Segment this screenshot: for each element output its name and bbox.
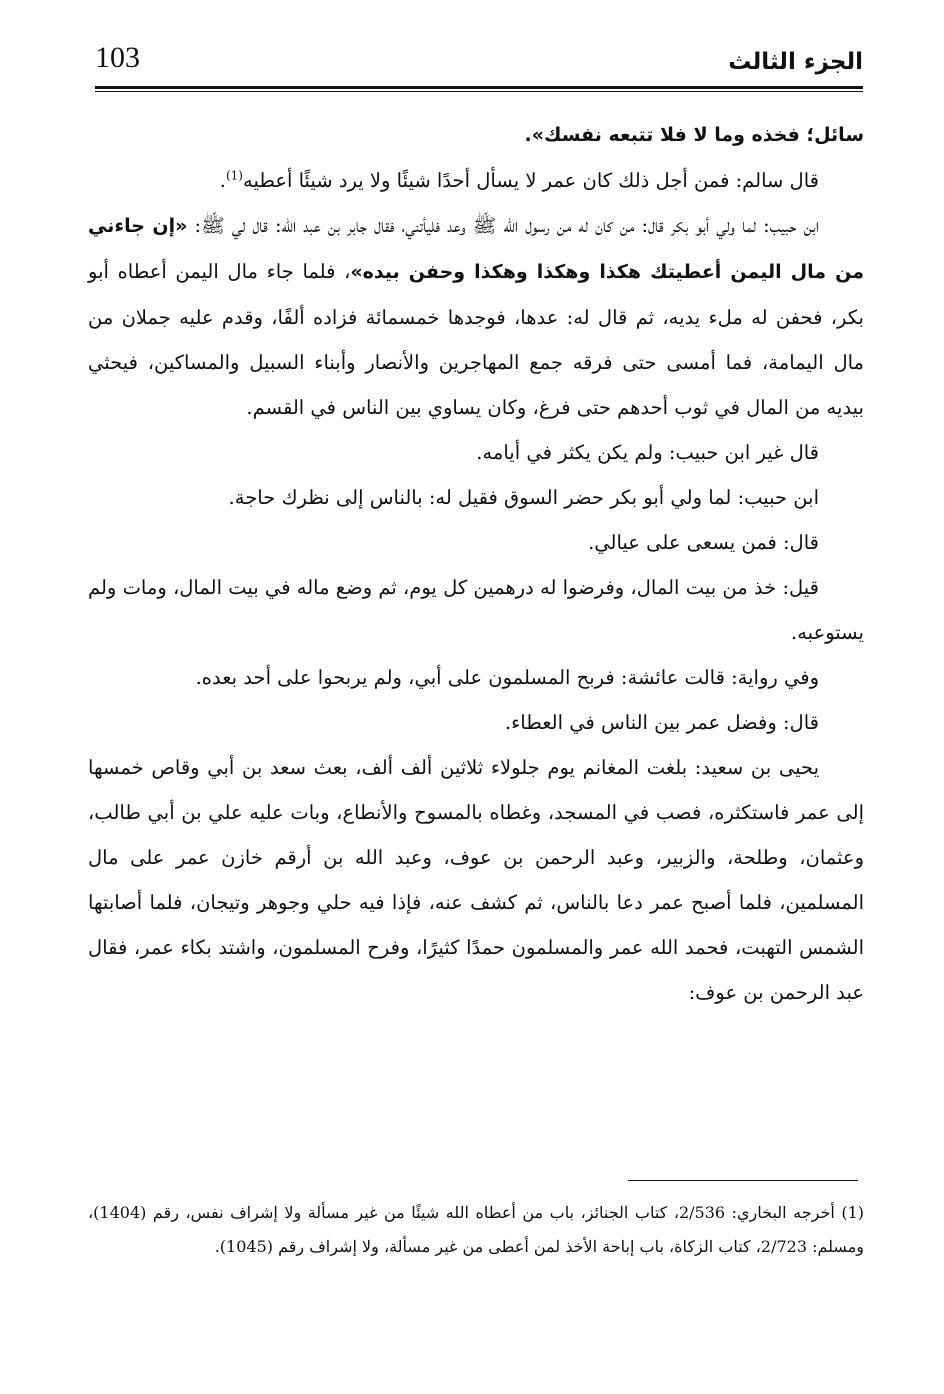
body-text	[88, 112, 864, 1015]
paragraph-text: قال سالم: فمن أجل ذلك كان عمر لا يسأل أحدًا شيئًا ولا يرد شيئًا أعطيه	[242, 169, 819, 192]
paragraph: قال سالم: فمن أجل ذلك كان عمر لا يسأل أحدًا شيئًا ولا يرد شيئًا أعطيه$^{(1)}$.	[219, 168, 819, 192]
paragraph: وفي رواية: قالت عائشة: فربح المسلمون على أبي، ولم يربحوا على أحد بعده.	[195, 666, 819, 689]
header-rule-thin	[95, 91, 863, 92]
paragraph-text: ابن حبيب: لما ولي أبو بكر قال: من كان له من رسول الله ﷺ وعد فليأتني، فقال جابر بن عبد الله: قال لي ﷺ:	[187, 214, 819, 237]
paragraph-continuation	[88, 112, 864, 158]
paragraph	[88, 203, 864, 430]
footnote-separator	[628, 1180, 858, 1181]
paragraph-text: ، فلما جاء مال اليمن أعطاه أبو بكر، فحفن له ملء يديه، ثم قال له: عدها، فوجدها خمسمائة فزاده ألفًا، وقدم عليه جملان من مال اليمامة، فما أمسى حتى فرقه جمع المهاجرين والأنصار وأبناء السبيل والمساكين، فيحثي بيديه من المال في ثوب أحدهم حتى فرغ، وكان يساوي بين الناس في القسم.	[88, 260, 864, 419]
hadith-quote-end: سائل؛ فخذه وما لا فلا تتبعه نفسك».	[524, 124, 864, 146]
paragraph: قال: فمن يسعى على عيالي.	[588, 531, 819, 554]
page-header	[95, 38, 863, 84]
page-number: 103	[95, 41, 140, 74]
paragraph: ابن حبيب: لما ولي أبو بكر حضر السوق فقيل له: بالناس إلى نظرك حاجة.	[228, 486, 819, 509]
hadith-quote: «إن جاءني من مال اليمن أعطيتك هكذا وهكذا وهكذا وحفن بيده»	[88, 215, 864, 283]
footnote-reference[interactable]: (1)	[225, 168, 243, 183]
paragraph: قال: وفضل عمر بين الناس في العطاء.	[504, 711, 819, 734]
footnotes	[88, 1196, 864, 1264]
paragraph: يحيى بن سعيد: بلغت المغانم يوم جلولاء ثلاثين ألف ألف، بعث سعد بن أبي وقاص خمسها إلى عمر فاستكثره، فصب في المسجد، وغطاه بالمسوح والأنطاع، وبات عليه علي بن أبي طالب، وعثمان، وطلحة، والزبير، وعبد الرحمن بن عوف، وعبد الله بن أرقم خازن عمر على مال المسلمين، فلما أصبح عمر دعا بالناس، ثم كشف عنه، فإذا فيه حلي وجوهر وتيجان، فلما أصابتها الشمس التهبت، فحمد الله عمر والمسلمون حمدًا كثيرًا، وفرح المسلمون، واشتد بكاء عمر، فقال عبد الرحمن بن عوف:	[88, 756, 864, 1004]
running-head: الجزء الثالث	[728, 49, 863, 75]
paragraph: قال غير ابن حبيب: ولم يكن يكثر في أيامه.	[476, 441, 819, 464]
header-rule-thick	[95, 86, 863, 89]
footnote: (1) أخرجه البخاري: 2/536، كتاب الجنائز، باب من أعطاه الله شيئًا من غير مسألة ولا إشراف نفس، رقم (1404)، ومسلم: 2/723، كتاب الزكاة، باب إباحة الأخذ لمن أعطى من غير مسألة، ولا إشراف رقم (1045).	[88, 1203, 864, 1256]
paragraph: قيل: خذ من بيت المال، وفرضوا له درهمين كل يوم، ثم وضع ماله في بيت المال، ومات ولم يستوعبه.	[88, 576, 864, 644]
